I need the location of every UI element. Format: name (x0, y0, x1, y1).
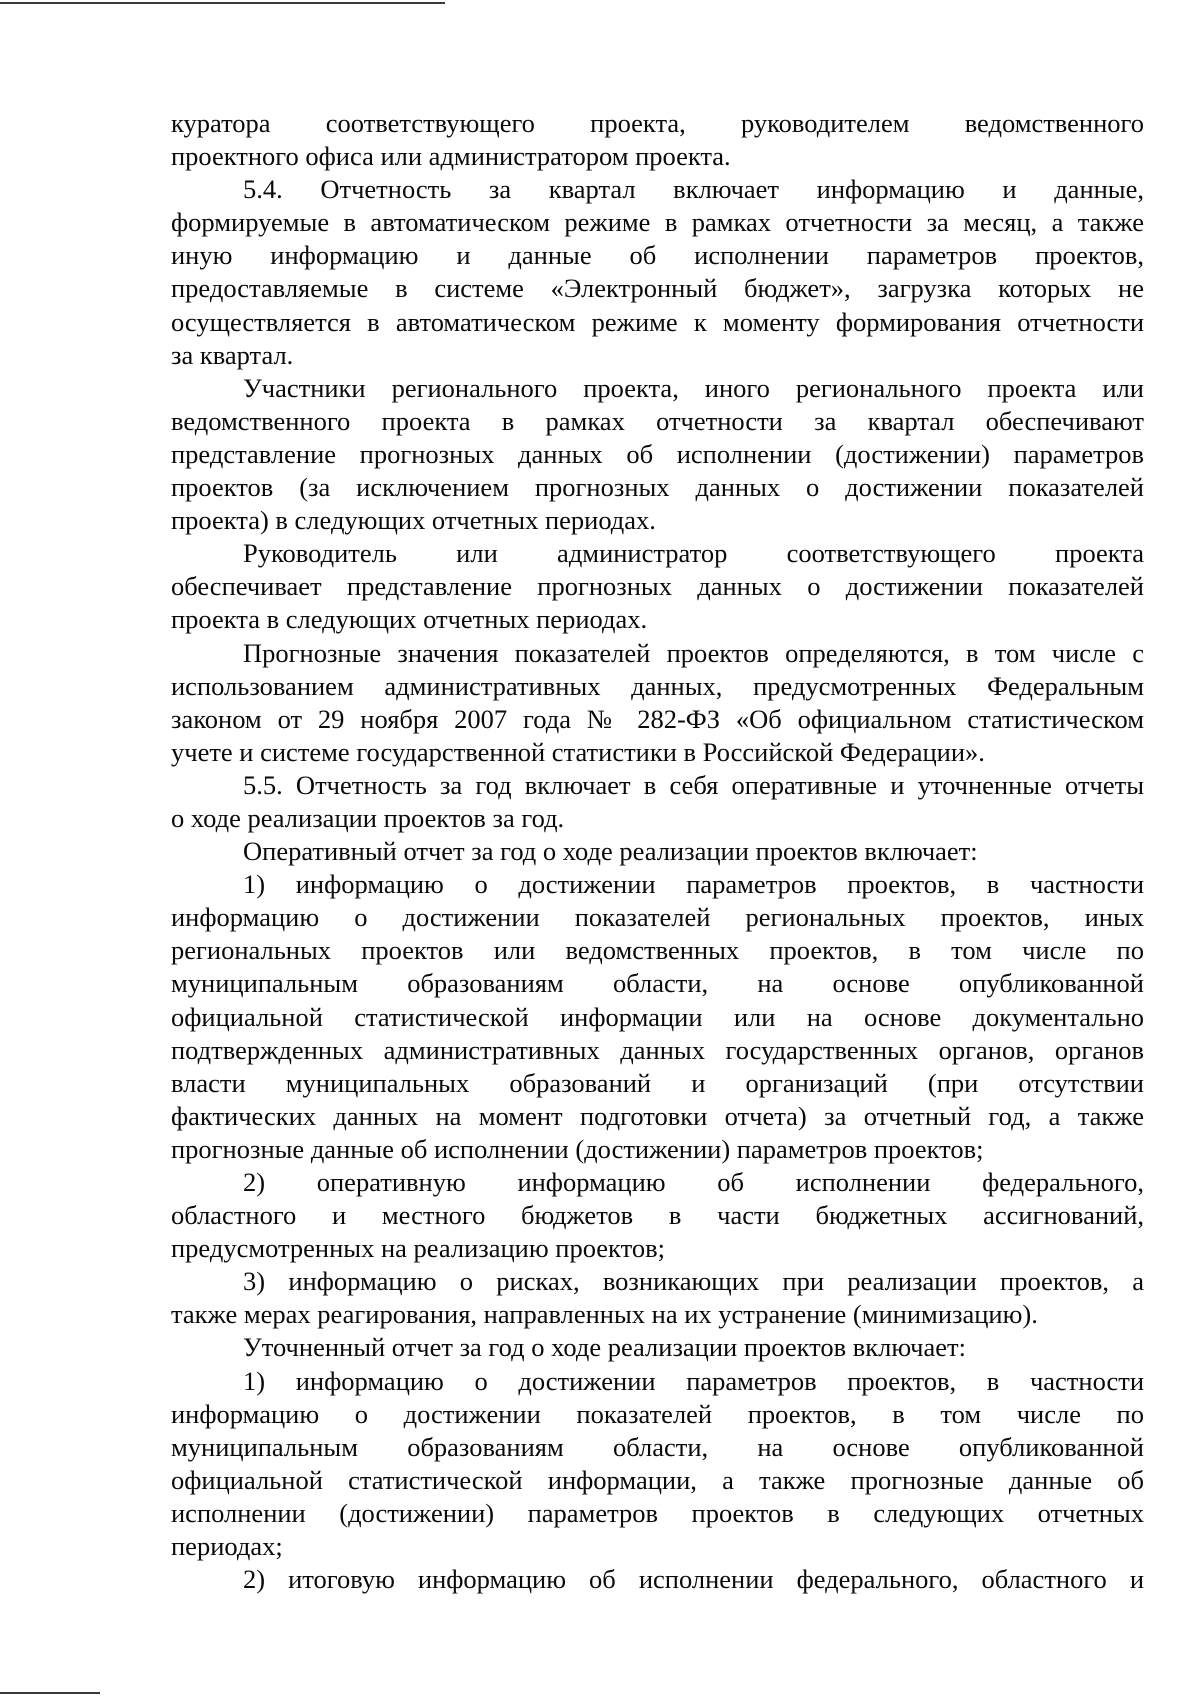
text-line: обеспечивает представление прогнозных данных о достижении показателей (171, 571, 1144, 602)
text-line: власти муниципальных образований и организаций (при отсутствии (171, 1067, 1144, 1098)
bottom-scan-rule (0, 1692, 100, 1694)
text-line: за квартал. (171, 339, 294, 370)
text-line: иную информацию и данные об исполнении параметров проектов, (171, 240, 1144, 271)
text-line: о ходе реализации проектов за год. (171, 802, 565, 833)
text-line: Прогнозные значения показателей проектов определяются, в том числе с (243, 637, 1144, 668)
text-line: прогнозные данные об исполнении (достижении) параметров проектов; (171, 1133, 984, 1164)
text-line: 2) итоговую информацию об исполнении федерального, областного и (243, 1564, 1144, 1595)
text-line: 3) информацию о рисках, возникающих при реализации проектов, а (243, 1266, 1144, 1297)
text-line: фактических данных на момент подготовки отчета) за отчетный год, а также (171, 1100, 1144, 1131)
text-line: исполнении (достижении) параметров проектов в следующих отчетных (171, 1497, 1144, 1528)
text-line: ведомственного проекта в рамках отчетности за квартал обеспечивают (171, 405, 1144, 436)
text-line: 2) оперативную информацию об исполнении федерального, (243, 1167, 1144, 1197)
text-line: 5.4. Отчетность за квартал включает информацию и данные, (243, 174, 1144, 205)
top-scan-rule (0, 2, 445, 4)
text-line: региональных проектов или ведомственных проектов, в том числе по (171, 935, 1144, 966)
text-line: официальной статистической информации или на основе документально (171, 1001, 1144, 1032)
text-line: Участники регионального проекта, иного регионального проекта или (243, 372, 1144, 403)
text-line: муниципальным образованиям области, на основе опубликованной (171, 1431, 1144, 1462)
text-line: 1) информацию о достижении параметров проектов, в частности (243, 869, 1144, 900)
text-line: информацию о достижении показателей проектов, в том числе по (171, 1398, 1144, 1429)
text-line: куратора соответствующего проекта, руководителем ведомственного (171, 108, 1144, 138)
text-line: проекта) в следующих отчетных периодах. (171, 505, 656, 536)
text-line: представление прогнозных данных об исполнении (достижении) параметров (171, 438, 1144, 469)
text-line: областного и местного бюджетов в части бюджетных ассигнований, (171, 1200, 1144, 1231)
document-page (171, 107, 1144, 1596)
text-line: предусмотренных на реализацию проектов; (171, 1233, 665, 1264)
text-line: периодах; (171, 1531, 283, 1562)
text-line: Уточненный отчет за год о ходе реализации проектов включает: (243, 1332, 966, 1363)
text-line: проектов (за исключением прогнозных данных о достижении показателей (171, 472, 1144, 503)
text-line: подтвержденных административных данных государственных органов, органов (171, 1034, 1144, 1065)
text-line: осуществляется в автоматическом режиме к моменту формирования отчетности (171, 306, 1144, 337)
text-line: проектного офиса или администратором проекта. (171, 141, 731, 172)
text-line: информацию о достижении показателей региональных проектов, иных (171, 902, 1144, 933)
text-line: Руководитель или администратор соответствующего проекта (243, 538, 1144, 569)
text-line: 5.5. Отчетность за год включает в себя оперативные и уточненные отчеты (243, 769, 1144, 800)
text-line: проекта в следующих отчетных периодах. (171, 604, 648, 635)
text-line: формируемые в автоматическом режиме в рамках отчетности за месяц, а также (171, 207, 1144, 238)
text-line: предоставляемые в системе «Электронный бюджет», загрузка которых не (171, 273, 1144, 304)
text-line: официальной статистической информации, а также прогнозные данные об (171, 1464, 1144, 1495)
text-line: также мерах реагирования, направленных на их устранение (минимизацию). (171, 1299, 1038, 1330)
text-line: учете и системе государственной статистики в Российской Федерации». (171, 736, 985, 767)
text-line: использованием административных данных, предусмотренных Федеральным (171, 670, 1144, 701)
text-line: законом от 29 ноября 2007 года № 282-ФЗ «Об официальном статистическом (171, 703, 1144, 734)
text-line: Оперативный отчет за год о ходе реализации проектов включает: (243, 836, 978, 867)
text-line: 1) информацию о достижении параметров проектов, в частности (243, 1365, 1144, 1396)
text-line: муниципальным образованиям области, на основе опубликованной (171, 968, 1144, 999)
